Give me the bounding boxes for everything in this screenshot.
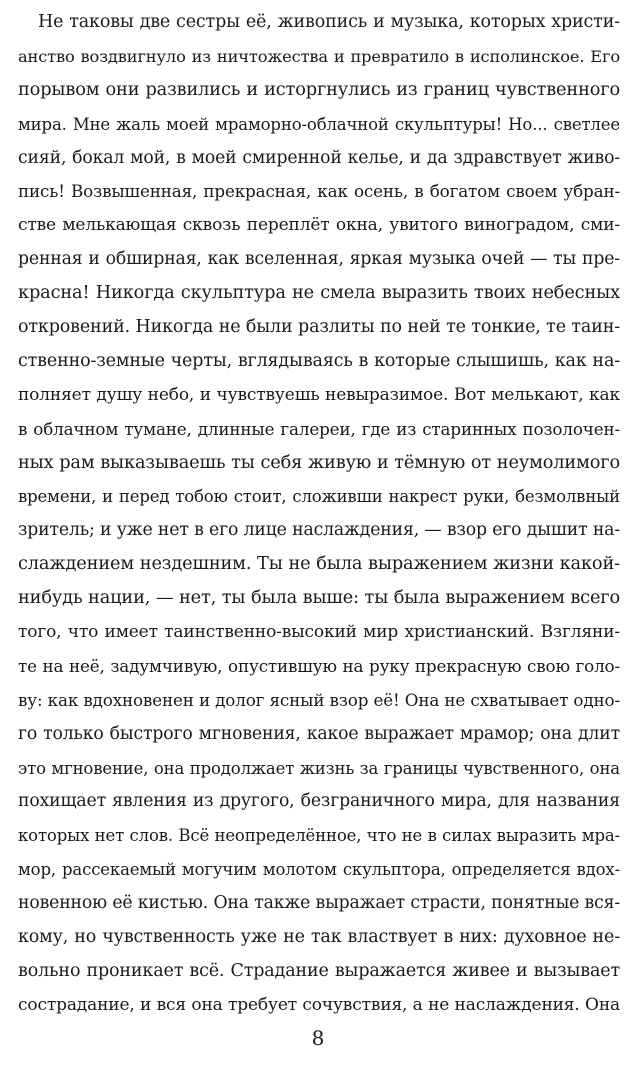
text-line: в облачном тумане, длинные галереи, где из старинных позолочен- (18, 418, 620, 439)
text-line: нибудь нации, — нет, ты была выше: ты была выражением всего (18, 588, 620, 609)
body-text (18, 6, 620, 1023)
text-line: кому, но чувственность уже не так властвует в них: духовное не- (18, 927, 620, 948)
text-line: ственно-земные черты, вглядываясь в которые слышишь, как на- (18, 350, 620, 371)
text-line: Не таковы две сестры её, живопись и музыка, которых христи- (38, 12, 620, 32)
text-line: сострадание, и вся она требует сочувствия, а не наслаждения. Она (18, 994, 620, 1015)
text-line: мор, рассекаемый могучим молотом скульптора, определяется вдох- (18, 860, 620, 880)
text-line: это мгновение, она продолжает жизнь за границы чувственного, она (18, 758, 620, 778)
text-line: похищает явления из другого, безграничного мира, для названия (18, 791, 620, 812)
text-line: красна! Никогда скульптура не смела выразить твоих небесных (18, 283, 620, 304)
text-line: зритель; и уже нет в его лице наслаждения, — взор его дышит на- (18, 520, 620, 541)
text-line: времени, и перед тобою стоит, сложивши накрест руки, безмолвный (18, 487, 620, 507)
text-line: порывом они развились и исторгнулись из границ чувственного (18, 79, 620, 100)
text-line: ных рам выказываешь ты себя живую и тёмную от неумолимого (18, 452, 620, 473)
text-line: ренная и обширная, как вселенная, яркая музыка очей — ты пре- (18, 249, 620, 270)
text-line: ву: как вдохновенен и долог ясный взор её! Она не схватывает одно- (18, 689, 620, 710)
text-line: го только быстрого мгновения, какое выражает мрамор; она длит (18, 723, 620, 744)
text-line: которых нет слов. Всё неопределённое, что не в силах выразить мра- (18, 826, 620, 846)
text-line: пись! Возвышенная, прекрасная, как осень, в богатом своем убран- (18, 181, 620, 202)
text-line: того, что имеет таинственно-высокий мир христианский. Взгляни- (18, 622, 620, 643)
text-line: полняет душу небо, и чувствуешь невыразимое. Вот мелькают, как (18, 384, 620, 405)
text-line: мира. Мне жаль моей мраморно-облачной скульптуры! Но... светлее (18, 114, 620, 134)
text-line: сияй, бокал мой, в моей смиренной келье, и да здравствует живо- (18, 147, 620, 168)
text-line: анство воздвигнуло из ничтожества и превратило в исполинское. Его (18, 46, 620, 66)
text-line: те на неё, задумчивую, опустившую на руку прекрасную свою голо- (18, 655, 620, 676)
text-line: откровений. Никогда не были разлиты по ней те тонкие, те таин- (18, 317, 620, 338)
page-number: 8 (311, 1026, 325, 1050)
text-line: вольно проникает всё. Страдание выражается живее и вызывает (18, 960, 620, 981)
text-line: стве мелькающая сквозь переплёт окна, увитого виноградом, сми- (18, 215, 620, 236)
text-line: новенною её кистью. Она также выражает страсти, понятные вся- (18, 893, 621, 914)
text-line: слаждением нездешним. Ты не была выражением жизни какой- (18, 554, 620, 575)
